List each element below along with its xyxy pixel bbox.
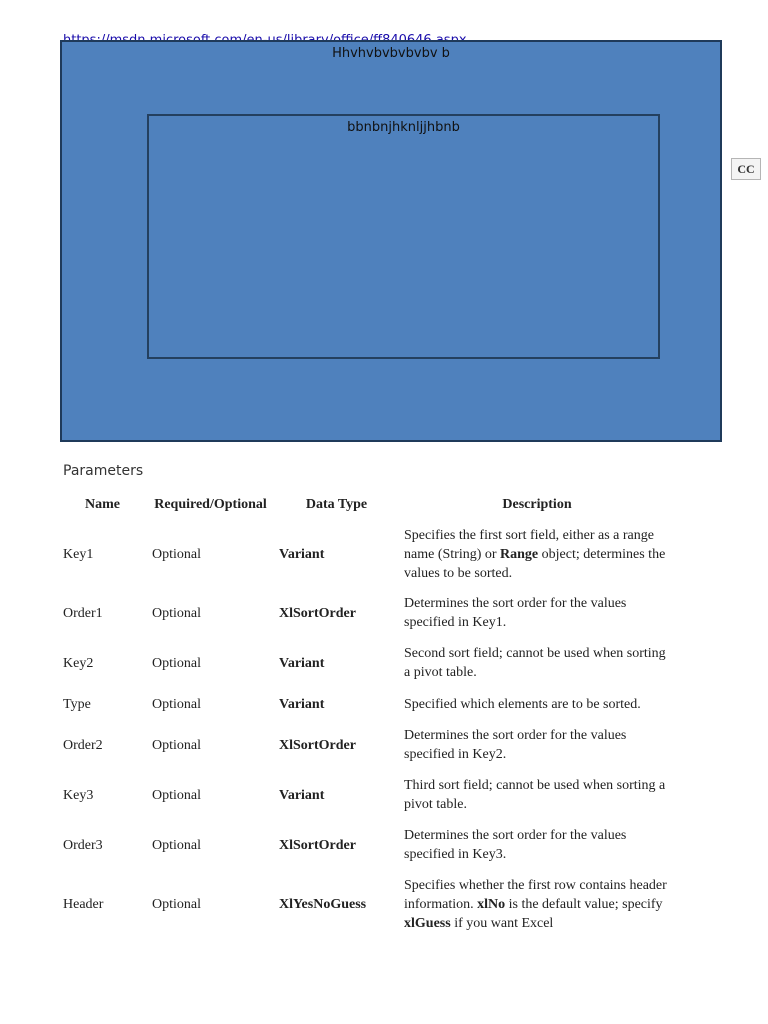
param-description [399,520,675,588]
desc-text: object; determines the values to be sorted. [404,546,666,581]
param-type: Variant [279,546,325,562]
param-type: Variant [279,655,325,671]
param-required: Optional [152,737,201,753]
desc-text: Specified which elements are to be sorted. [404,696,641,712]
table-header-row [58,490,675,520]
param-name: Order2 [63,737,103,753]
column-header-required: Required/Optional [154,497,267,512]
param-required: Optional [152,896,201,912]
param-name: Order1 [63,605,103,621]
param-required: Optional [152,605,201,621]
cc-button[interactable]: CC [731,158,761,180]
desc-text: Second sort field; cannot be used when sorting a pivot table. [404,646,666,680]
column-header-description: Description [502,497,572,512]
param-name: Order3 [63,837,103,853]
param-description [399,770,675,820]
param-type: XlSortOrder [279,737,356,753]
param-name: Key1 [63,546,94,562]
param-description [399,638,675,688]
table-row [58,770,675,820]
param-required: Optional [152,655,201,671]
param-description [399,820,675,870]
param-type: XlSortOrder [279,605,356,621]
desc-keyword: xlNo [477,896,506,912]
parameters-heading: Parameters [63,463,144,479]
desc-text: if you want Excel [450,915,554,931]
table-row [58,720,675,770]
table-row [58,588,675,638]
param-required: Optional [152,696,201,712]
table-row [58,638,675,688]
table-row [58,820,675,870]
table-row [58,870,675,938]
param-type: Variant [279,787,325,803]
param-description [399,720,675,770]
param-required: Optional [152,837,201,853]
param-description [399,588,675,638]
param-required: Optional [152,787,201,803]
desc-text: Determines the sort order for the values specified in Key1. [404,596,627,630]
param-required: Optional [152,546,201,562]
param-type: XlSortOrder [279,837,356,853]
inner-box-label: bbnbnjhknljjhbnb [347,120,460,135]
desc-text: Determines the sort order for the values specified in Key3. [404,828,627,862]
desc-text: Specifies the first sort field, either as a range name (String) or [404,527,654,562]
column-header-name: Name [85,497,120,512]
param-type: XlYesNoGuess [279,896,367,912]
outer-box-label: Hhvhvbvbvbvbv b [332,46,450,61]
param-description [399,688,675,720]
param-name: Header [63,896,104,912]
column-header-type: Data Type [305,497,368,512]
desc-text: Third sort field; cannot be used when sorting a pivot table. [404,778,666,812]
table-row [58,688,675,720]
param-name: Key2 [63,655,94,671]
param-name: Key3 [63,787,94,803]
desc-text: is the default value; specify [505,896,663,912]
desc-text: Determines the sort order for the values specified in Key2. [404,728,627,762]
desc-keyword: xlGuess [404,915,451,931]
outer-overlay-box [60,40,722,442]
desc-keyword: Range [500,546,539,562]
desc-text: Specifies whether the first row contains header information. [404,877,667,912]
param-description [399,870,675,938]
param-type: Variant [279,696,325,712]
inner-overlay-box [147,114,660,359]
parameters-table [58,490,675,938]
table-row [58,520,675,588]
param-name: Type [63,696,91,712]
